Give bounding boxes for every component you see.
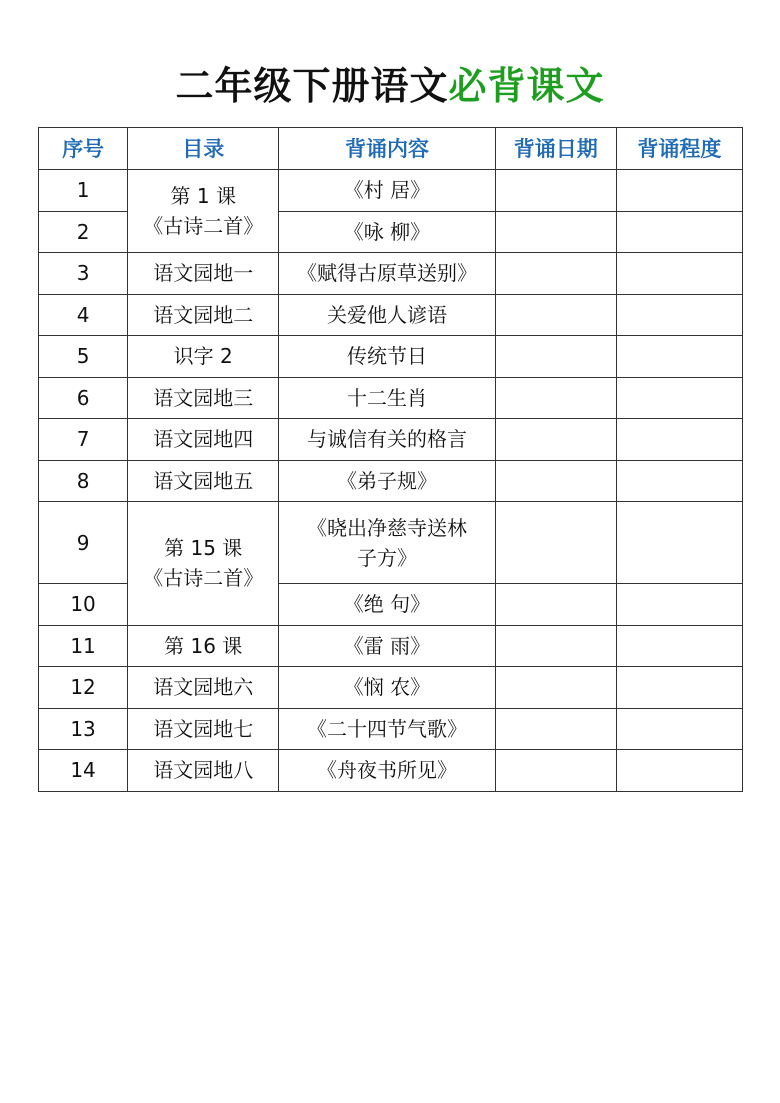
table-row: [39, 336, 743, 378]
row-index: 1: [39, 170, 128, 212]
header-level: 背诵程度: [616, 128, 742, 170]
row-date-cell[interactable]: [495, 253, 616, 295]
table-row: [39, 750, 743, 792]
row-level-cell[interactable]: [616, 708, 742, 750]
row-index: 4: [39, 294, 128, 336]
header-directory: 目录: [128, 128, 279, 170]
row-directory: 语文园地五: [128, 460, 279, 502]
row-date-cell[interactable]: [495, 211, 616, 253]
row-index: 13: [39, 708, 128, 750]
row-directory: 第 16 课: [128, 625, 279, 667]
row-level-cell[interactable]: [616, 211, 742, 253]
row-directory: 语文园地八: [128, 750, 279, 792]
page-title: [0, 58, 780, 114]
row-level-cell[interactable]: [616, 584, 742, 626]
row-level-cell[interactable]: [616, 502, 742, 584]
row-content: 《赋得古原草送别》: [279, 253, 495, 295]
directory-line: 《古诗二首》: [143, 566, 264, 591]
row-date-cell[interactable]: [495, 667, 616, 709]
table-row: [39, 625, 743, 667]
row-content: 与诚信有关的格言: [279, 419, 495, 461]
row-date-cell[interactable]: [495, 708, 616, 750]
title-main: 二年级下册语文: [175, 64, 449, 108]
row-content: [279, 502, 495, 584]
row-directory: 语文园地四: [128, 419, 279, 461]
row-content: 《绝 句》: [279, 584, 495, 626]
row-content: 《村 居》: [279, 170, 495, 212]
row-content: 《二十四节气歌》: [279, 708, 495, 750]
table-row: [39, 460, 743, 502]
row-date-cell[interactable]: [495, 460, 616, 502]
directory-line: 第 1 课: [170, 184, 236, 208]
row-date-cell[interactable]: [495, 419, 616, 461]
row-level-cell[interactable]: [616, 419, 742, 461]
row-date-cell[interactable]: [495, 294, 616, 336]
row-level-cell[interactable]: [616, 460, 742, 502]
row-directory: 识字 2: [128, 336, 279, 378]
row-content: 传统节日: [279, 336, 495, 378]
row-level-cell[interactable]: [616, 667, 742, 709]
row-index: 9: [39, 502, 128, 584]
row-level-cell[interactable]: [616, 336, 742, 378]
row-level-cell[interactable]: [616, 253, 742, 295]
row-level-cell[interactable]: [616, 377, 742, 419]
row-content: 关爱他人谚语: [279, 294, 495, 336]
header-content: 背诵内容: [279, 128, 495, 170]
content-line: 《晓出净慈寺送林: [306, 515, 467, 540]
row-level-cell[interactable]: [616, 294, 742, 336]
row-directory: [128, 502, 279, 626]
directory-line: 第 15 课: [164, 536, 243, 561]
row-content: 《雷 雨》: [279, 625, 495, 667]
row-content: 《悯 农》: [279, 667, 495, 709]
table-row: [39, 708, 743, 750]
row-index: 12: [39, 667, 128, 709]
table-row: [39, 294, 743, 336]
table-row: [39, 253, 743, 295]
title-highlight: 必背课文: [448, 64, 605, 108]
row-date-cell[interactable]: [495, 336, 616, 378]
row-directory: 语文园地三: [128, 377, 279, 419]
header-date: 背诵日期: [495, 128, 616, 170]
header-row: [39, 128, 743, 170]
row-index: 5: [39, 336, 128, 378]
row-index: 2: [39, 211, 128, 253]
row-content: 《弟子规》: [279, 460, 495, 502]
row-content: 《舟夜书所见》: [279, 750, 495, 792]
row-directory: 语文园地二: [128, 294, 279, 336]
row-directory: 语文园地六: [128, 667, 279, 709]
row-level-cell[interactable]: [616, 750, 742, 792]
row-content: 《咏 柳》: [279, 211, 495, 253]
row-date-cell[interactable]: [495, 584, 616, 626]
row-date-cell[interactable]: [495, 170, 616, 212]
row-level-cell[interactable]: [616, 625, 742, 667]
table-row: [39, 667, 743, 709]
row-index: 8: [39, 460, 128, 502]
row-index: 14: [39, 750, 128, 792]
directory-line: 《古诗二首》: [143, 214, 264, 238]
row-level-cell[interactable]: [616, 170, 742, 212]
content-line: 子方》: [356, 545, 417, 570]
table-row: [39, 502, 743, 584]
row-directory: 语文园地七: [128, 708, 279, 750]
row-date-cell[interactable]: [495, 750, 616, 792]
recitation-table: [38, 127, 743, 792]
row-index: 3: [39, 253, 128, 295]
row-date-cell[interactable]: [495, 625, 616, 667]
row-date-cell[interactable]: [495, 377, 616, 419]
table-row: [39, 419, 743, 461]
row-index: 10: [39, 584, 128, 626]
row-directory: 语文园地一: [128, 253, 279, 295]
table-row: [39, 170, 743, 212]
row-index: 6: [39, 377, 128, 419]
header-index: 序号: [39, 128, 128, 170]
row-index: 11: [39, 625, 128, 667]
row-directory: [128, 170, 279, 253]
row-date-cell[interactable]: [495, 502, 616, 584]
row-content: 十二生肖: [279, 377, 495, 419]
table-row: [39, 377, 743, 419]
row-index: 7: [39, 419, 128, 461]
